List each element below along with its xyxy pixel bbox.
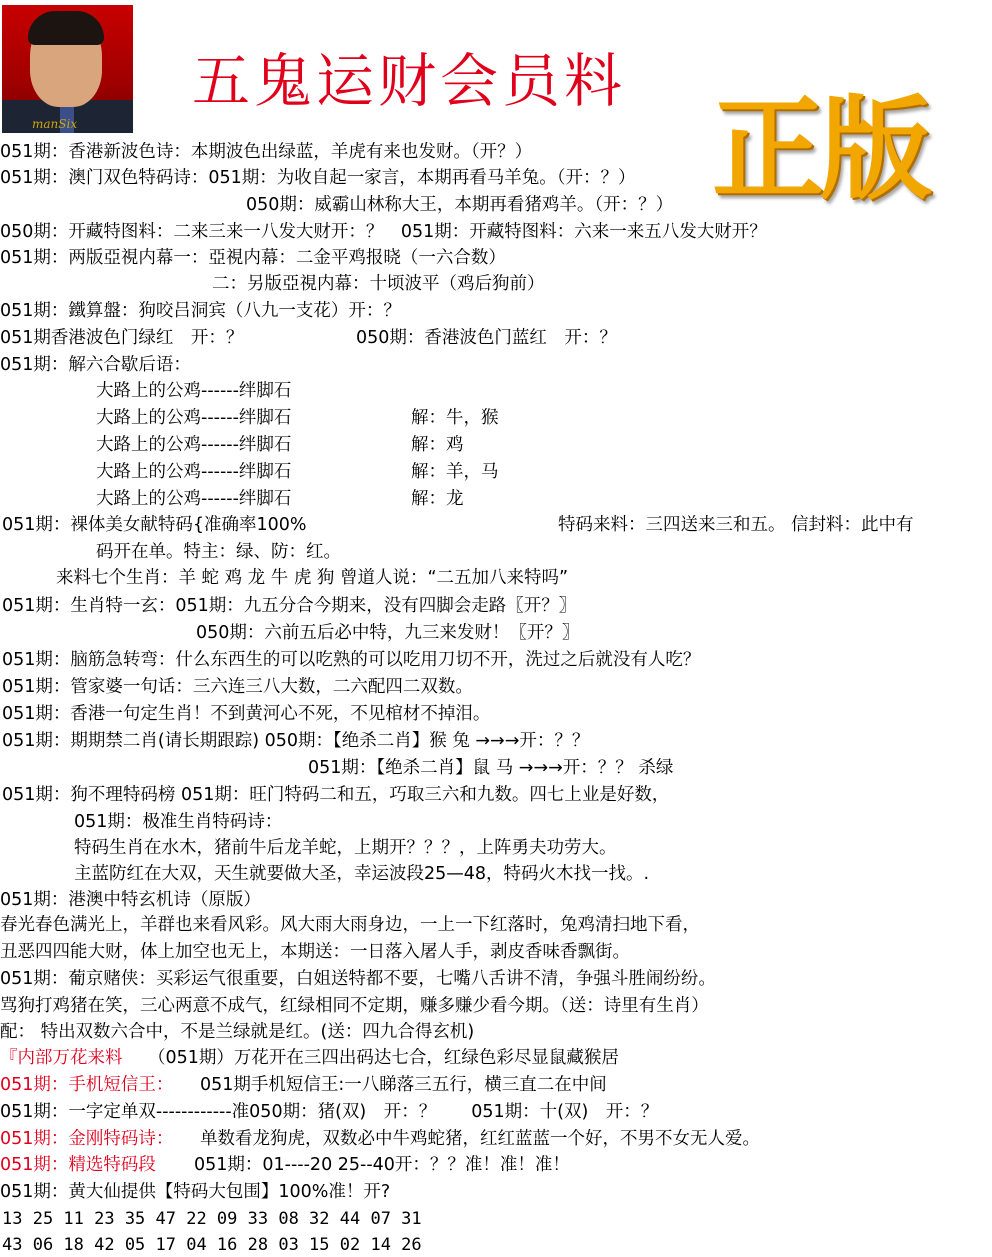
riddle-item: 大路上的公鸡------绊脚石 <box>96 381 292 401</box>
line-zodiac-mystery: 051期：生肖特一玄：051期：九五分合今期来，没有四脚会走路〖开？〗 <box>2 596 577 616</box>
page-title: 五鬼运财会员料 <box>192 47 627 115</box>
riddle-answer: 解：牛，猴 <box>411 408 499 428</box>
line-abacus: 051期：鐵算盤：狗咬吕洞宾（八九一支花）开：？ <box>0 301 401 321</box>
line-zodiac-poem-title: 051期：极准生肖特码诗： <box>74 812 283 832</box>
line-selected-label: 051期：精选特码段 <box>0 1155 156 1175</box>
riddle-item: 大路上的公鸡------绊脚石 <box>96 408 292 428</box>
line-inner-text: （051期）万花开在三四出码达七合，红绿色彩尽显鼠藏猴居 <box>148 1048 619 1068</box>
number-row-1: 13 25 11 23 35 47 22 09 33 08 32 44 07 31 <box>2 1209 422 1229</box>
line-mystery-poem-title: 051期：港澳中特玄机诗（原版） <box>0 890 261 910</box>
line-sms-label: 051期：手机短信王： <box>0 1075 174 1095</box>
riddle-answer: 解：龙 <box>411 489 464 509</box>
number-row-2: 43 06 18 42 05 17 04 16 28 03 15 02 14 26 <box>2 1235 422 1255</box>
line-hk-wave-050: 050期：香港波色门蓝红 开：？ <box>356 328 617 348</box>
line-beauty-code: 051期：裸体美女献特码{准确率100% <box>2 515 307 535</box>
line-casino-knight-2: 骂狗打鸡猪在笑，三心两意不成气，红绿相同不定期，赚多赚少看今期。（送：诗里有生肖） <box>0 996 709 1016</box>
photo-signature: manSix <box>32 117 78 131</box>
line-zodiac-mystery-050: 050期：六前五后必中特，九三来发财！〖开？〗 <box>196 623 580 643</box>
line-vajra-text: 单数看龙狗虎，双数必中牛鸡蛇猪，红红蓝蓝一个好，不男不女无人爱。 <box>200 1129 760 1149</box>
line-housekeeper: 051期：管家婆一句话：三六连三八大数，二六配四二双数。 <box>2 677 473 697</box>
line-zodiac-poem-2: 主蓝防红在大双，天生就要做大圣，幸运波段25—48，特码火木找一找。. <box>74 864 650 884</box>
line-hk-wave-051: 051期香港波色门绿红 开：？ <box>0 328 244 348</box>
line-wong-tai-sin: 051期：黄大仙提供【特码大包围】100%准！开? <box>0 1182 391 1202</box>
riddle-answer: 解：羊，马 <box>411 462 499 482</box>
riddle-answer: 解：鸡 <box>411 435 464 455</box>
line-seven-zodiacs: 来料七个生肖：羊 蛇 鸡 龙 牛 虎 狗 曾道人说：“二五加八来特吗” <box>56 568 569 588</box>
line-casino-knight: 051期：葡京赌侠：买彩运气很重要，白姐送特都不要，七嘴八舌讲不清，争强斗胜闹纷纷。 <box>0 969 716 989</box>
line-hidden-chart: 050期：开藏特图料：二来三来一八发大财开：？ 051期：开藏特图料：六来一来五八发大财开？ <box>0 222 767 242</box>
portrait-photo <box>2 5 133 133</box>
line-mystery-poem-1: 春光春色满光上，羊群也来看风彩。风大雨大雨身边，一上一下红落时，兔鸡清扫地下看， <box>0 915 700 935</box>
line-riddle-title: 051期：解六合歇后语： <box>0 355 191 375</box>
genuine-stamp: 正版 <box>712 84 928 215</box>
line-odd-even: 051期：一字定单双------------准050期：猪(双) 开：？ 051期：十(双) 开：？ <box>0 1102 659 1122</box>
line-macau-poem-050: 050期：威霸山林称大王，本期再看猪鸡羊。（开：？） <box>246 195 674 215</box>
line-hk-one-sentence: 051期：香港一句定生肖！不到黄河心不死，不见棺材不掉泪。 <box>2 704 491 724</box>
line-inner-label: 『内部万花来料 <box>0 1048 123 1068</box>
line-mystery-poem-2: 丑恶四四能大财，体上加空也无上，本期送：一日落入屠人手，剥皮香味香飘街。 <box>0 942 630 962</box>
line-vajra-label: 051期：金刚特码诗： <box>0 1129 174 1149</box>
line-code-single: 码开在单。特主：绿、防：红。 <box>96 542 341 562</box>
riddle-item: 大路上的公鸡------绊脚石 <box>96 489 292 509</box>
line-code-source: 特码来料：三四送来三和五。 信封料：此中有 <box>558 515 914 535</box>
line-macau-poem: 051期：澳门双色特码诗：051期：为收自起一家言，本期再看马羊兔。（开：？） <box>0 168 636 188</box>
line-kill-two-zodiacs: 051期：【绝杀二肖】鼠 马 →→→开：？？ 杀绿 <box>308 758 674 778</box>
line-ban-two-zodiacs: 051期：期期禁二肖(请长期跟踪) 050期：【绝杀二肖】猴 兔 →→→开：？？ <box>2 731 590 751</box>
line-hk-wave-poem: 051期：香港新波色诗：本期波色出绿蓝，羊虎有来也发财。（开？） <box>0 142 533 162</box>
riddle-item: 大路上的公鸡------绊脚石 <box>96 435 292 455</box>
portrait-hair <box>28 11 104 45</box>
line-brain-teaser: 051期：脑筋急转弯：什么东西生的可以吃熟的可以吃用刀切不开，洗过之后就没有人吃？ <box>2 650 701 670</box>
line-pairing: 配： 特出双数六合中，不是兰绿就是红。(送：四九合得玄机) <box>0 1022 475 1042</box>
line-sms-text: 051期手机短信王:一八睇落三五行，横三直二在中间 <box>200 1075 607 1095</box>
line-zodiac-poem-1: 特码生肖在水木，猪前牛后龙羊蛇，上期开？？？，上阵勇夫功劳大。 <box>74 838 617 858</box>
line-selected-text: 051期：01----20 25--40开：？？准！准！准！ <box>194 1155 570 1175</box>
riddle-item: 大路上的公鸡------绊脚石 <box>96 462 292 482</box>
line-dog-list: 051期：狗不理特码榜 051期：旺门特码二和五，巧取三六和九数。四七上业是好数， <box>2 785 670 805</box>
line-atv-insider-1: 051期：两版亞視内幕一：亞視内幕：二金平鸡报晓（一六合数） <box>0 248 506 268</box>
line-atv-insider-2: 二：另版亞視内幕：十顷波平（鸡后狗前） <box>212 274 545 294</box>
